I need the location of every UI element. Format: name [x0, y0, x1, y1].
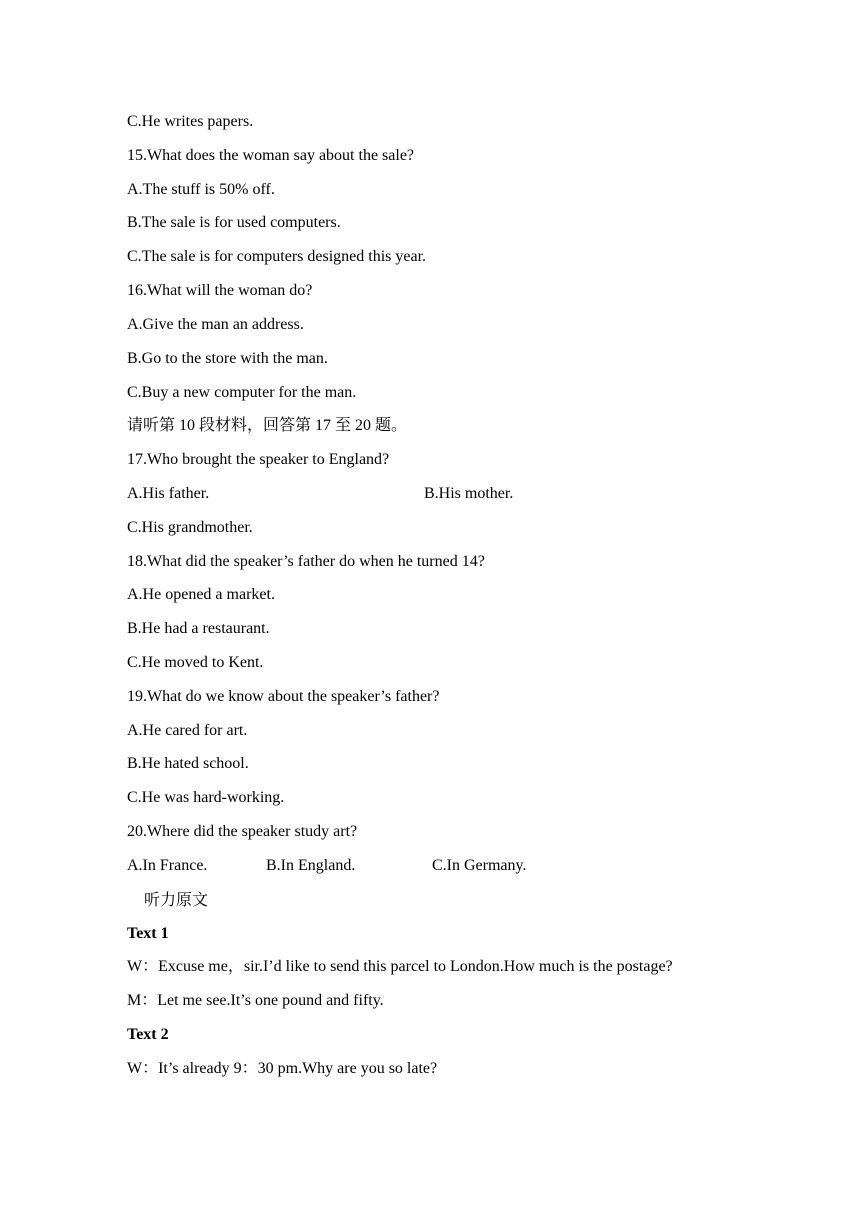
text2-title: Text 2 [127, 1026, 169, 1043]
option-line: B.Go to the store with the man. [127, 350, 328, 367]
dialogue-line: W：Excuse me，sir.I’d like to send this parcel to London.How much is the postage? [127, 958, 673, 975]
option-line: C.He was hard-working. [127, 789, 285, 806]
question-line: 18.What did the speaker’s father do when he turned 14? [127, 553, 485, 570]
option-line: C.Buy a new computer for the man. [127, 384, 357, 401]
question-line: 19.What do we know about the speaker’s father? [127, 688, 440, 705]
option-line: C.In Germany. [432, 857, 527, 874]
option-line: A.He opened a market. [127, 586, 275, 603]
option-line: A.The stuff is 50% off. [127, 181, 275, 198]
option-line: A.In France. [127, 857, 208, 874]
option-line: B.He had a restaurant. [127, 620, 270, 637]
option-line: C.The sale is for computers designed this year. [127, 248, 427, 265]
option-line: C.He moved to Kent. [127, 654, 264, 671]
option-line: A.Give the man an address. [127, 316, 304, 333]
question-line: 16.What will the woman do? [127, 282, 313, 299]
dialogue-line: M：Let me see.It’s one pound and fifty. [127, 992, 384, 1009]
transcript-heading: 听力原文 [144, 890, 209, 909]
option-line: A.He cared for art. [127, 722, 248, 739]
question-line: 17.Who brought the speaker to England? [127, 451, 390, 468]
option-line: B.The sale is for used computers. [127, 214, 341, 231]
question-line: 15.What does the woman say about the sale? [127, 147, 415, 164]
option-line: C.His grandmother. [127, 519, 253, 536]
text1-title: Text 1 [127, 925, 169, 942]
option-line: C.He writes papers. [127, 113, 254, 130]
option-line: B.In England. [266, 857, 356, 874]
question-line: 20.Where did the speaker study art? [127, 823, 358, 840]
option-line: B.He hated school. [127, 755, 249, 772]
option-line: A.His father. [127, 485, 210, 502]
option-line: B.His mother. [424, 485, 514, 502]
dialogue-line: W：It’s already 9：30 pm.Why are you so late? [127, 1060, 438, 1077]
section-instruction: 请听第 10 段材料，回答第 17 至 20 题。 [127, 417, 408, 434]
